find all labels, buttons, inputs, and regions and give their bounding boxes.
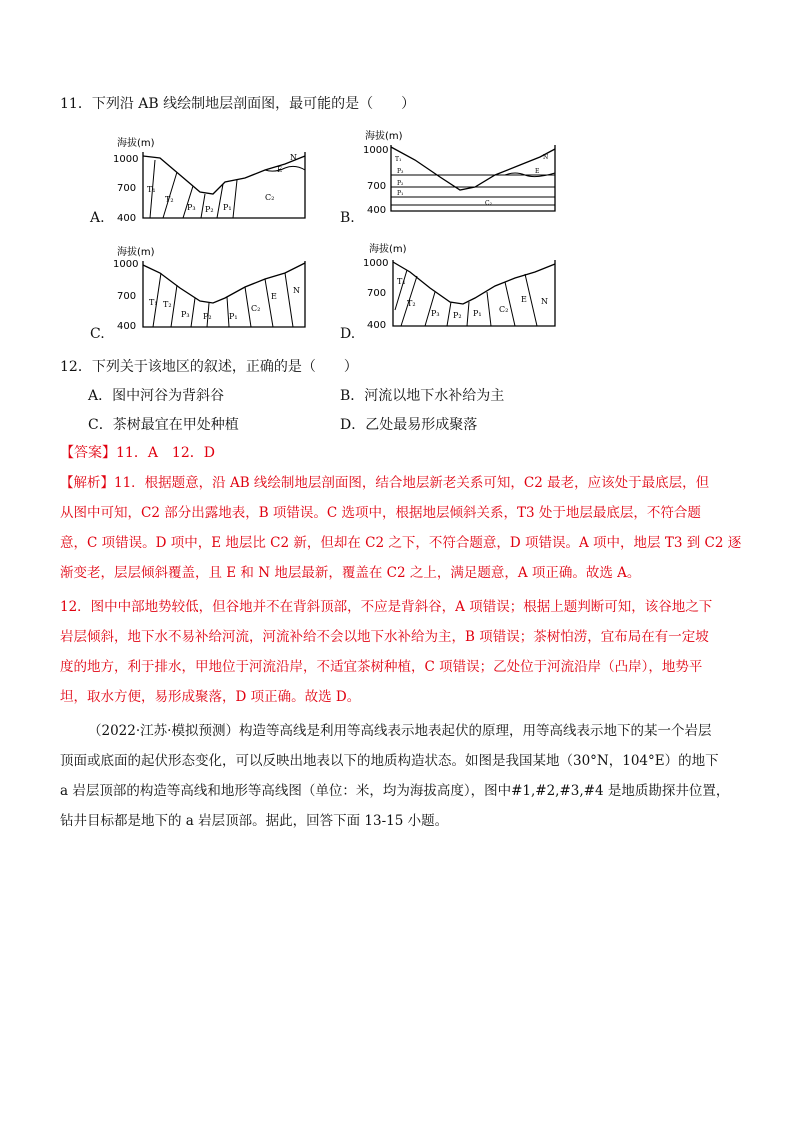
svg-text:700: 700 <box>367 288 387 299</box>
svg-text:700: 700 <box>367 181 387 192</box>
svg-text:P₃: P₃ <box>397 168 404 175</box>
analysis-11-line: 【解析】11．根据题意，沿 AB 线绘制地层剖面图，结合地层新老关系可知，C2 最老，应该处于最底层，但 <box>60 475 710 491</box>
figure-b <box>355 125 570 225</box>
svg-text:N: N <box>543 154 549 161</box>
analysis-12-line: 坦，取水方便，易形成聚落，D 项正确。故选 D。 <box>60 689 361 705</box>
svg-text:P₁: P₁ <box>223 203 232 212</box>
svg-text:T₁: T₁ <box>147 185 156 194</box>
figure-a <box>105 130 320 230</box>
svg-text:1000: 1000 <box>363 258 389 269</box>
q12-stem: 12．下列关于该地区的叙述，正确的是（ ） <box>60 359 358 375</box>
svg-text:P₂: P₂ <box>203 312 212 321</box>
svg-text:P₂: P₂ <box>453 311 462 320</box>
intro-line: 顶面或底面的起伏形态变化，可以反映出地表以下的地质构造状态。如图是我国某地（30°N，104°E）的地下 <box>60 753 719 769</box>
svg-text:P₂: P₂ <box>205 205 214 214</box>
q12-option-b[interactable]: B．河流以地下水补给为主 <box>340 388 505 404</box>
option-b-label[interactable]: B. <box>340 210 355 226</box>
svg-text:700: 700 <box>117 183 137 194</box>
svg-text:海拔(m): 海拔(m) <box>369 244 407 255</box>
svg-text:P₁: P₁ <box>473 309 482 318</box>
figure-c <box>105 243 320 338</box>
analysis-12 <box>60 592 750 712</box>
svg-text:P₁: P₁ <box>229 312 238 321</box>
svg-text:E: E <box>277 166 283 174</box>
analysis-12-line: 岩层倾斜，地下水不易补给河流，河流补给不会以地下水补给为主，B 项错误；茶树怕涝，宜布局在有一定坡 <box>60 629 709 645</box>
intro-13-15 <box>60 716 750 836</box>
svg-text:N: N <box>541 297 548 306</box>
svg-text:700: 700 <box>117 291 137 302</box>
svg-text:T₁: T₁ <box>395 156 402 163</box>
svg-text:N: N <box>290 153 297 162</box>
figure-a-ylabel: 海拔(m) <box>117 138 155 149</box>
svg-text:T₁: T₁ <box>397 277 406 286</box>
q12-option-a[interactable]: A．图中河谷为背斜谷 <box>88 388 225 404</box>
analysis-11 <box>60 468 750 588</box>
svg-text:400: 400 <box>117 321 137 332</box>
svg-text:T₁: T₁ <box>149 298 158 307</box>
option-c-label[interactable]: C. <box>90 326 105 342</box>
answer-line: 【答案】11．A 12．D <box>60 445 215 461</box>
svg-text:1000: 1000 <box>113 154 139 165</box>
analysis-12-line: 度的地方，利于排水，甲地位于河流沿岸，不适宜茶树种植，C 项错误；乙处位于河流沿岸（凸岸），地势平 <box>60 659 703 675</box>
intro-line: a 岩层顶部的构造等高线和地形等高线图（单位：米，均为海拔高度），图中#1,#2,#3,#4 是地质勘探井位置， <box>60 783 730 799</box>
svg-text:E: E <box>535 168 540 175</box>
option-d-label[interactable]: D. <box>340 326 356 342</box>
q12-option-d[interactable]: D．乙处最易形成聚落 <box>340 417 478 433</box>
q11-stem: 11．下列沿 AB 线绘制地层剖面图，最可能的是（ ） <box>60 96 416 112</box>
svg-text:E: E <box>271 292 277 301</box>
svg-text:海拔(m): 海拔(m) <box>365 131 403 142</box>
svg-text:1000: 1000 <box>363 145 389 156</box>
svg-text:N: N <box>293 286 300 295</box>
analysis-12-line: 12．图中中部地势较低，但谷地并不在背斜顶部，不应是背斜谷，A 项错误；根据上题判断可知，该谷地之下 <box>60 599 713 615</box>
svg-text:海拔(m): 海拔(m) <box>117 247 155 258</box>
svg-text:400: 400 <box>367 205 387 216</box>
svg-text:C₂: C₂ <box>265 193 275 202</box>
svg-text:P₃: P₃ <box>187 203 196 212</box>
svg-text:400: 400 <box>117 213 137 224</box>
svg-text:C₂: C₂ <box>485 200 492 207</box>
intro-line: 钻井目标都是地下的 a 岩层顶部。据此，回答下面 13-15 小题。 <box>60 813 449 829</box>
analysis-11-line: 意，C 项错误。D 项中，E 地层比 C2 新，但却在 C2 之下，不符合题意，D 项错误。A 项中，地层 T3 到 C2 逐 <box>60 535 742 551</box>
svg-text:P₁: P₁ <box>397 190 404 197</box>
svg-text:T₂: T₂ <box>407 299 416 308</box>
figure-d <box>355 240 570 338</box>
svg-text:T₂: T₂ <box>163 300 172 309</box>
svg-text:400: 400 <box>367 320 387 331</box>
svg-text:C₂: C₂ <box>251 304 261 313</box>
svg-text:P₃: P₃ <box>181 310 190 319</box>
q12-option-c[interactable]: C．茶树最宜在甲处种植 <box>88 417 239 433</box>
svg-text:P₂: P₂ <box>397 180 404 187</box>
svg-text:P₃: P₃ <box>431 309 440 318</box>
option-a-label[interactable]: A. <box>90 210 105 226</box>
analysis-11-line: 从图中可知，C2 部分出露地表，B 项错误。C 选项中，根据地层倾斜关系，T3 处于地层最底层，不符合题 <box>60 505 701 521</box>
svg-text:C₂: C₂ <box>499 305 509 314</box>
intro-line: （2022·江苏·模拟预测）构造等高线是利用等高线表示地表起伏的原理，用等高线表示地下的某一个岩层 <box>88 723 712 739</box>
svg-text:1000: 1000 <box>113 259 139 270</box>
svg-text:T₂: T₂ <box>165 195 174 204</box>
svg-text:E: E <box>521 295 527 304</box>
analysis-11-line: 渐变老，层层倾斜覆盖，且 E 和 N 地层最新，覆盖在 C2 之上，满足题意，A 项正确。故选 A。 <box>60 565 641 581</box>
